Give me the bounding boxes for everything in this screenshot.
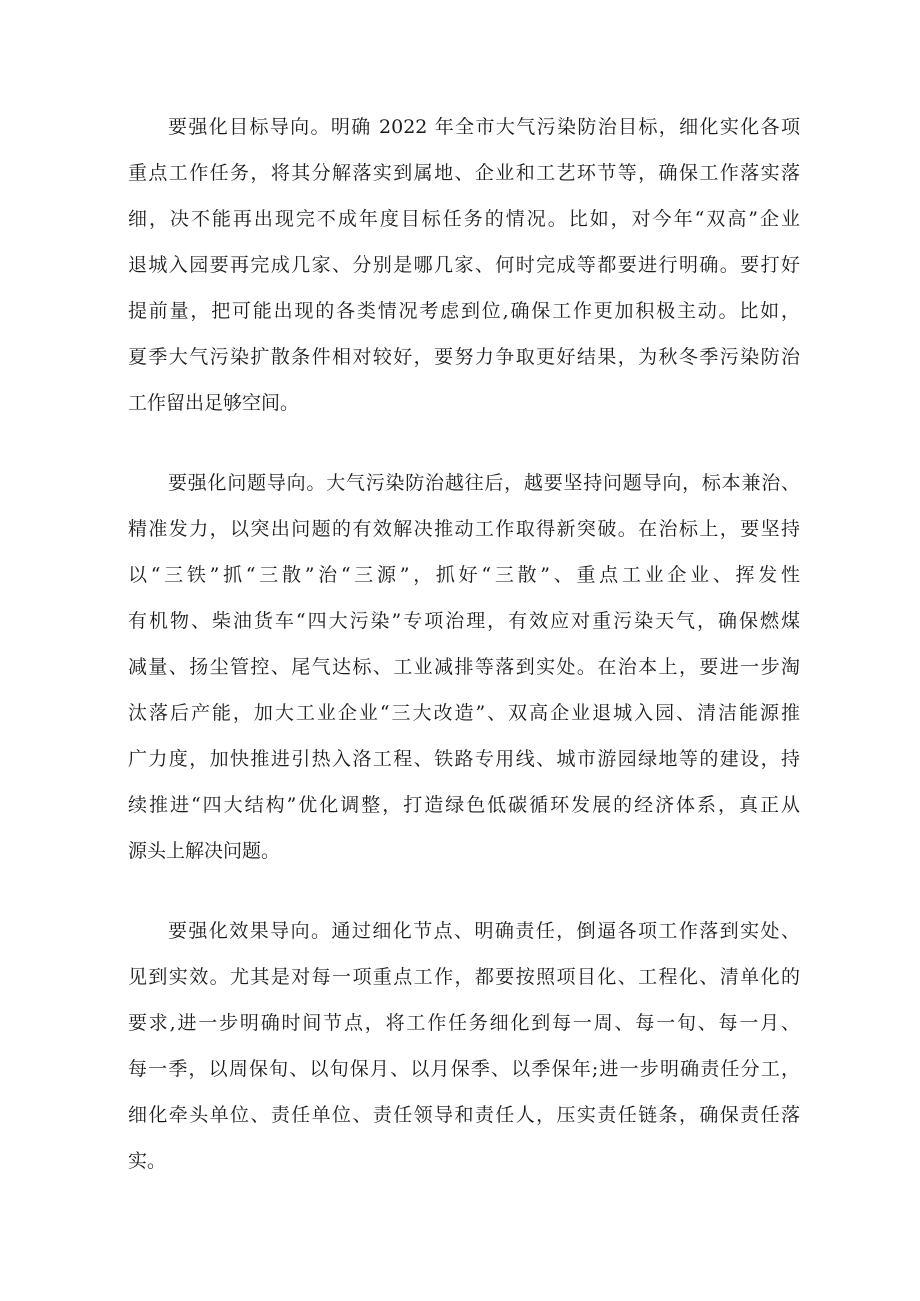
text-line: 要求,进一步明确时间节点，将工作任务细化到每一周、每一旬、每一月、	[128, 1012, 800, 1034]
paragraph-effect-orientation	[128, 908, 800, 1184]
text-line: 有机物、柴油货车“四大污染”专项治理，有效应对重污染天气，确保燃煤	[128, 610, 800, 632]
text-line: 重点工作任务，将其分解落实到属地、企业和工艺环节等，确保工作落实落	[128, 162, 800, 184]
text-line: 要强化问题导向。大气污染防治越往后，越要坚持问题导向，标本兼治、	[168, 472, 800, 494]
text-line: 广力度，加快推进引热入洛工程、铁路专用线、城市游园绿地等的建设，持	[128, 748, 800, 770]
text-line: 实。	[128, 1150, 167, 1172]
paragraph-target-orientation	[128, 104, 800, 426]
text-line: 续推进“四大结构”优化调整，打造绿色低碳循环发展的经济体系，真正从	[128, 794, 800, 816]
text-line: 提前量，把可能出现的各类情况考虑到位,确保工作更加积极主动。比如，	[128, 300, 800, 322]
text-line: 细，决不能再出现完不成年度目标任务的情况。比如，对今年“双高”企业	[128, 208, 800, 230]
text-line: 要强化效果导向。通过细化节点、明确责任，倒逼各项工作落到实处、	[168, 920, 800, 942]
text-line: 源头上解决问题。	[128, 840, 281, 862]
text-line: 工作留出足够空间。	[128, 392, 300, 414]
text-line: 退城入园要再完成几家、分别是哪几家、何时完成等都要进行明确。要打好	[128, 254, 800, 276]
paragraph-problem-orientation	[128, 460, 800, 874]
text-line: 要强化目标导向。明确 2022 年全市大气污染防治目标，细化实化各项	[168, 116, 800, 138]
text-line: 见到实效。尤其是对每一项重点工作，都要按照项目化、工程化、清单化的	[128, 966, 800, 988]
text-line: 以“三铁”抓“三散”治“三源”，抓好“三散”、重点工业企业、挥发性	[128, 564, 800, 586]
text-line: 汰落后产能，加大工业企业“三大改造”、双高企业退城入园、清洁能源推	[128, 702, 800, 724]
text-line: 细化牵头单位、责任单位、责任领导和责任人，压实责任链条，确保责任落	[128, 1104, 800, 1126]
text-line: 夏季大气污染扩散条件相对较好，要努力争取更好结果，为秋冬季污染防治	[128, 346, 800, 368]
text-line: 精准发力，以突出问题的有效解决推动工作取得新突破。在治标上，要坚持	[128, 518, 800, 540]
text-line: 每一季，以周保旬、以旬保月、以月保季、以季保年;进一步明确责任分工，	[128, 1058, 800, 1080]
document-body	[128, 104, 800, 1218]
text-line: 减量、扬尘管控、尾气达标、工业减排等落到实处。在治本上，要进一步淘	[128, 656, 800, 678]
